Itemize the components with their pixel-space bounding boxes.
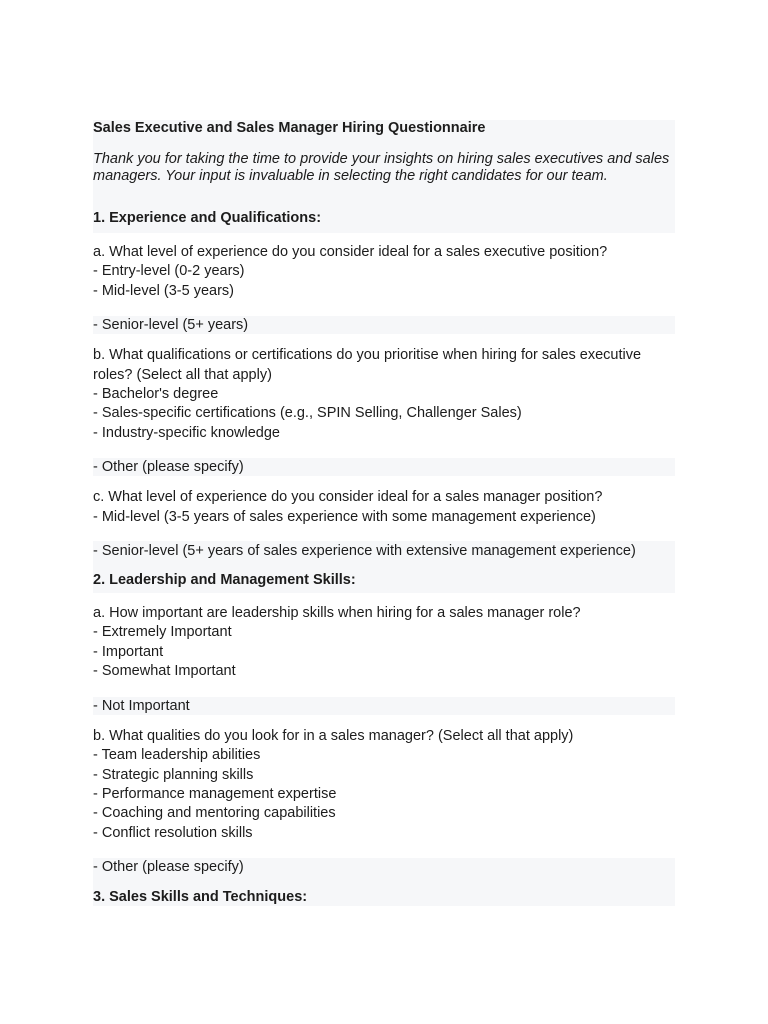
- option-item: - Other (please specify): [93, 859, 244, 876]
- option-item: - Strategic planning skills: [93, 766, 254, 783]
- option-item: - Conflict resolution skills: [93, 824, 253, 841]
- option-item: - Senior-level (5+ years): [93, 317, 249, 334]
- question-1c-last-block: [93, 541, 675, 593]
- question-1b: [93, 346, 675, 443]
- question-2b-text: b. What qualities do you look for in a sales manager? (Select all that apply): [93, 727, 574, 744]
- option-item: - Coaching and mentoring capabilities: [93, 805, 336, 822]
- section-1-heading: 1. Experience and Qualifications:: [93, 210, 322, 226]
- option-item: - Other (please specify): [93, 459, 244, 476]
- question-2a-text: a. How important are leadership skills when hiring for a sales manager role?: [93, 605, 581, 622]
- option-item: - Entry-level (0-2 years): [93, 263, 245, 280]
- intro-text: Thank you for taking the time to provide your insights on hiring sales executives and sales managers. Your input is invaluable in selecting the right candidates for our team.: [93, 151, 670, 184]
- section-2-heading: 2. Leadership and Management Skills:: [93, 572, 356, 589]
- document-title: Sales Executive and Sales Manager Hiring Questionnaire: [93, 120, 486, 136]
- question-1a-text: a. What level of experience do you consider ideal for a sales executive position?: [93, 244, 608, 260]
- document-page: [93, 120, 675, 906]
- question-2a-last: [93, 697, 675, 715]
- option-item: - Performance management expertise: [93, 785, 337, 802]
- question-2a: [93, 604, 675, 682]
- question-1b-last: [93, 458, 675, 476]
- option-item: - Team leadership abilities: [93, 747, 261, 764]
- option-item: - Senior-level (5+ years of sales experience with extensive management experience): [93, 543, 636, 560]
- option-item: - Industry-specific knowledge: [93, 424, 280, 441]
- option-item: - Bachelor's degree: [93, 386, 219, 403]
- question-2b: [93, 727, 675, 843]
- section-3-heading: 3. Sales Skills and Techniques:: [93, 889, 308, 906]
- option-item: - Not Important: [93, 697, 190, 714]
- question-1c-text: c. What level of experience do you consider ideal for a sales manager position?: [93, 489, 603, 506]
- question-1c: [93, 488, 675, 527]
- option-item: - Somewhat Important: [93, 663, 236, 680]
- question-1a: [93, 243, 675, 301]
- header-block: [93, 120, 675, 233]
- option-item: - Sales-specific certifications (e.g., SPIN Selling, Challenger Sales): [93, 405, 522, 422]
- option-item: - Mid-level (3-5 years): [93, 282, 234, 299]
- question-2b-last-block: [93, 858, 675, 906]
- option-item: - Important: [93, 643, 164, 660]
- question-1a-last: [93, 316, 675, 334]
- question-1b-text: b. What qualifications or certifications do you prioritise when hiring for sales executive roles? (Select all that apply): [93, 347, 642, 383]
- option-item: - Extremely Important: [93, 624, 232, 641]
- option-item: - Mid-level (3-5 years of sales experience with some management experience): [93, 508, 596, 525]
